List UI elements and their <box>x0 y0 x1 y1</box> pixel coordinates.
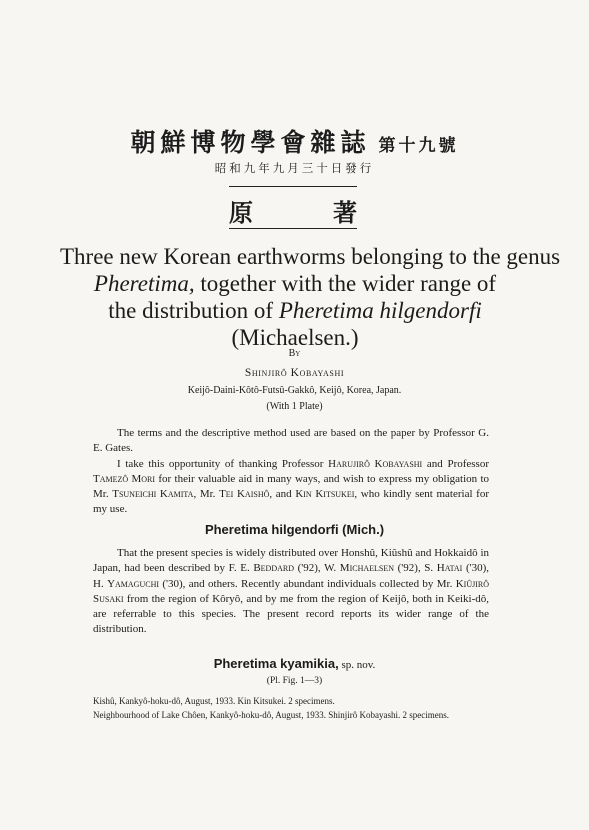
hilgendorfi-paragraph <box>93 546 489 638</box>
byline: By <box>288 348 301 359</box>
person-name: Tamezô Mori <box>93 472 156 485</box>
text: ('92), W. <box>293 562 340 575</box>
title-text: together with the wider range of <box>194 271 497 296</box>
text: That the present species is widely distributed over Honshû, Kiûshû and Hokkaidô in Japan, had been described by F. E. <box>93 547 489 575</box>
species-name: Pheretima kyamikia, <box>213 656 339 671</box>
section-rule-top <box>229 186 357 187</box>
section-heading-kyamikia <box>0 656 589 671</box>
journal-title: 朝鮮博物學會雜誌 <box>130 128 371 157</box>
person-name: Yamaguchi <box>107 577 160 590</box>
title-line-4 <box>60 324 530 351</box>
text: , who kindly sent material for my use. <box>93 488 489 516</box>
person-name: Beddard <box>253 562 294 575</box>
text: and Professor <box>422 457 490 470</box>
section-rule-bottom <box>229 228 357 229</box>
text: ('30), H. <box>93 562 489 590</box>
text: for their valuable aid in many ways, and wish to express my obligation to Mr. <box>93 472 489 501</box>
text: , and <box>269 488 296 501</box>
section-label-left: 原 <box>229 198 253 227</box>
paragraph-distribution <box>93 546 489 638</box>
person-name: Kin Kitsukei <box>295 488 355 501</box>
person-name: Hatai <box>436 562 463 575</box>
title-text: the distribution of <box>108 298 279 323</box>
person-name: Harujirô Kobayashi <box>328 457 423 470</box>
journal-header <box>0 123 589 159</box>
text: ('92), S. <box>394 562 437 575</box>
title-species: Pheretima hilgendorfi <box>278 298 482 323</box>
publication-date: 昭和九年九月三十日發行 <box>214 161 375 175</box>
section-label-right: 著 <box>333 198 357 227</box>
text: ('30), and others. Recently abundant individuals collected by Mr. <box>159 577 456 590</box>
title-text: Three new Korean earthworms belonging to the genus <box>60 244 561 269</box>
plate-figure-ref: (Pl. Fig. 1—3) <box>266 676 323 686</box>
author-affiliation: Keijô-Daini-Kôtô-Futsû-Gakkô, Keijô, Korea, Japan. <box>187 385 402 396</box>
title-text: (Michaelsen.) <box>231 325 359 350</box>
article-title <box>60 243 561 351</box>
text: I take this opportunity of thanking Professor <box>117 457 329 470</box>
title-line-1 <box>60 243 561 270</box>
person-name: Tei Kaishô <box>219 488 270 501</box>
text: , Mr. <box>193 488 220 501</box>
paragraph-method: The terms and the descriptive method used are based on the paper by Professor G. E. Gates. <box>93 427 489 455</box>
text: from the region of Kôryô, and by me from the region of Keijô, both in Keiki-dô, are referrable to this species. The present record reports its wider range of the distribution. <box>93 592 489 636</box>
author-name: Shinjirô Kobayashi <box>244 367 345 379</box>
specimen-record: Neighbourhood of Lake Chôen, Kankyô-hoku-dô, August, 1933. Shinjirô Kobayashi. 2 specimens. <box>93 710 449 720</box>
section-label <box>229 193 357 228</box>
specimen-record: Kishû, Kankyô-hoku-dô, August, 1933. Kin Kitsukei. 2 specimens. <box>93 696 335 706</box>
issue-number: 第十九號 <box>378 136 459 156</box>
specimen-records <box>93 694 489 722</box>
species-status: sp. nov. <box>338 659 376 671</box>
title-genus: Pheretima, <box>93 271 195 296</box>
plate-note: (With 1 Plate) <box>266 401 323 412</box>
title-line-2 <box>60 270 530 297</box>
intro-paragraphs <box>93 426 489 518</box>
person-name: Kiûjirô Susaki <box>93 577 489 605</box>
section-heading-hilgendorfi: Pheretima hilgendorfi (Mich.) <box>204 522 385 537</box>
person-name: Tsuneichi Kamita <box>112 488 194 501</box>
person-name: Michaelsen <box>339 562 395 575</box>
paragraph-acknowledgement <box>93 457 489 518</box>
title-line-3 <box>60 297 530 324</box>
